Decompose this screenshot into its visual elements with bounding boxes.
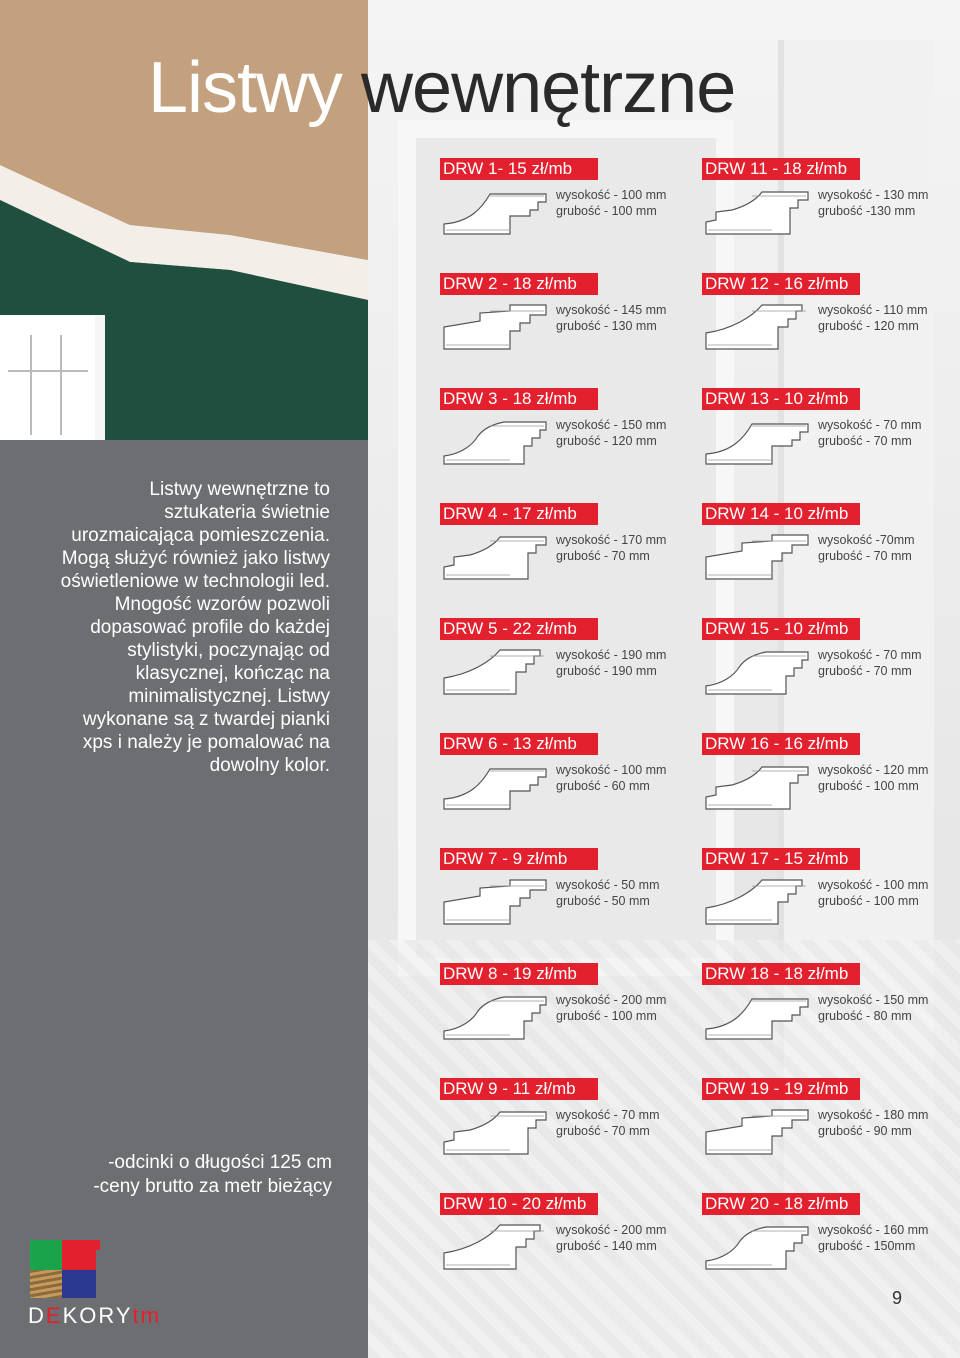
product-card	[440, 1078, 698, 1190]
product-label: DRW 17 - 15 zł/mb	[702, 848, 860, 870]
product-card	[440, 963, 698, 1075]
logo-green-square	[30, 1240, 62, 1270]
product-card	[440, 158, 698, 270]
product-card	[440, 733, 698, 845]
moulding-profile-shape	[702, 1221, 812, 1273]
product-card	[702, 273, 960, 385]
product-spec: wysokość - 70 mm grubość - 70 mm	[818, 418, 922, 448]
moulding-profile-shape	[440, 531, 550, 583]
product-card	[440, 388, 698, 500]
moulding-profile-shape	[702, 1106, 812, 1158]
product-spec: wysokość - 150 mm grubość - 80 mm	[818, 993, 929, 1023]
title-dark: wewnętrzne	[361, 48, 736, 128]
logo-red-corner	[90, 1240, 100, 1250]
product-label: DRW 8 - 19 zł/mb	[440, 963, 598, 985]
moulding-profile-shape	[702, 301, 812, 353]
profile-icon	[702, 646, 812, 698]
logo-brand-text: DEKORYtm	[28, 1303, 161, 1328]
profile-icon	[440, 186, 550, 238]
product-spec: wysokość - 110 mm grubość - 120 mm	[818, 303, 928, 333]
profile-icon	[440, 646, 550, 698]
moulding-profile-shape	[702, 531, 812, 583]
product-card	[702, 1193, 960, 1305]
page-number: 9	[892, 1288, 903, 1308]
product-card	[440, 848, 698, 960]
moulding-profile-shape	[440, 416, 550, 468]
product-label: DRW 19 - 19 zł/mb	[702, 1078, 860, 1100]
product-spec: wysokość - 170 mm grubość - 70 mm	[556, 533, 667, 563]
product-label: DRW 18 - 18 zł/mb	[702, 963, 860, 985]
profile-icon	[702, 531, 812, 583]
title-light: Listwy	[148, 48, 362, 128]
profile-icon	[702, 416, 812, 468]
profile-icon	[702, 761, 812, 813]
product-spec: wysokość - 180 mm grubość - 90 mm	[818, 1108, 929, 1138]
product-label: DRW 14 - 10 zł/mb	[702, 503, 860, 525]
profile-icon	[702, 301, 812, 353]
product-spec: wysokość - 130 mm grubość -130 mm	[818, 188, 929, 218]
note-prices: -ceny brutto za metr bieżący	[93, 1176, 332, 1197]
product-label: DRW 3 - 18 zł/mb	[440, 388, 598, 410]
product-label: DRW 11 - 18 zł/mb	[702, 158, 860, 180]
profile-icon	[440, 991, 550, 1043]
product-spec: wysokość - 120 mm grubość - 100 mm	[818, 763, 929, 793]
product-label: DRW 13 - 10 zł/mb	[702, 388, 860, 410]
profile-icon	[702, 186, 812, 238]
profile-icon	[702, 1106, 812, 1158]
product-spec: wysokość - 160 mm grubość - 150mm	[818, 1223, 929, 1253]
product-card	[702, 503, 960, 615]
description-text: Listwy wewnętrzne to sztukateria świetnie urozmaicająca pomieszczenia. Mogą służyć również jako listwy oświetleniowe w technologii led. Mnogość wzorów pozwoli dopasować profile do każdej stylistyki, poczynając od klasycznej, kończąc na minimalistycznej. Listwy wykonane są z twardej pianki xps i należy je pomalować na dowolny kolor.	[60, 479, 330, 776]
logo-blue-square	[62, 1270, 96, 1298]
product-label: DRW 9 - 11 zł/mb	[440, 1078, 598, 1100]
product-spec: wysokość -70mm grubość - 70 mm	[818, 533, 915, 563]
moulding-profile-shape	[702, 646, 812, 698]
product-label: DRW 20 - 18 zł/mb	[702, 1193, 860, 1215]
product-card	[702, 1078, 960, 1190]
product-label: DRW 6 - 13 zł/mb	[440, 733, 598, 755]
profile-icon	[440, 1221, 550, 1273]
product-card	[440, 503, 698, 615]
profile-icon	[702, 1221, 812, 1273]
note-length: -odcinki o długości 125 cm	[108, 1152, 332, 1173]
moulding-profile-shape	[702, 761, 812, 813]
product-card	[702, 158, 960, 270]
product-card	[702, 618, 960, 730]
product-card	[702, 963, 960, 1075]
room-window	[0, 315, 105, 440]
product-label: DRW 16 - 16 zł/mb	[702, 733, 860, 755]
notes	[40, 1151, 332, 1199]
logo-wood-square	[30, 1270, 62, 1298]
product-spec: wysokość - 200 mm grubość - 100 mm	[556, 993, 667, 1023]
moulding-profile-shape	[440, 301, 550, 353]
product-label: DRW 2 - 18 zł/mb	[440, 273, 598, 295]
product-label: DRW 4 - 17 zł/mb	[440, 503, 598, 525]
product-label: DRW 7 - 9 zł/mb	[440, 848, 598, 870]
product-label: DRW 15 - 10 zł/mb	[702, 618, 860, 640]
product-spec: wysokość - 190 mm grubość - 190 mm	[556, 648, 667, 678]
moulding-profile-shape	[702, 876, 812, 928]
moulding-profile-shape	[702, 186, 812, 238]
product-spec: wysokość - 200 mm grubość - 140 mm	[556, 1223, 667, 1253]
product-spec: wysokość - 145 mm grubość - 130 mm	[556, 303, 667, 333]
moulding-profile-shape	[440, 186, 550, 238]
moulding-profile-shape	[702, 416, 812, 468]
product-spec: wysokość - 70 mm grubość - 70 mm	[556, 1108, 660, 1138]
profile-icon	[440, 761, 550, 813]
product-label: DRW 12 - 16 zł/mb	[702, 273, 860, 295]
company-logo	[28, 1240, 258, 1335]
product-card	[702, 733, 960, 845]
moulding-profile-shape	[440, 876, 550, 928]
moulding-profile-shape	[440, 646, 550, 698]
product-card	[440, 273, 698, 385]
product-label: DRW 5 - 22 zł/mb	[440, 618, 598, 640]
product-card	[440, 618, 698, 730]
product-spec: wysokość - 70 mm grubość - 70 mm	[818, 648, 922, 678]
product-card	[440, 1193, 698, 1305]
product-label: DRW 10 - 20 zł/mb	[440, 1193, 598, 1215]
product-spec: wysokość - 100 mm grubość - 100 mm	[556, 188, 667, 218]
profile-icon	[440, 416, 550, 468]
moulding-profile-shape	[440, 1221, 550, 1273]
profile-icon	[440, 1106, 550, 1158]
moulding-profile-shape	[440, 761, 550, 813]
moulding-profile-shape	[440, 991, 550, 1043]
product-label: DRW 1- 15 zł/mb	[440, 158, 598, 180]
profile-icon	[440, 301, 550, 353]
moulding-profile-shape	[440, 1106, 550, 1158]
page-title	[148, 48, 735, 128]
profile-icon	[440, 876, 550, 928]
product-card	[702, 848, 960, 960]
product-spec: wysokość - 150 mm grubość - 120 mm	[556, 418, 667, 448]
profile-icon	[702, 876, 812, 928]
product-spec: wysokość - 100 mm grubość - 60 mm	[556, 763, 667, 793]
profile-icon	[440, 531, 550, 583]
product-spec: wysokość - 100 mm grubość - 100 mm	[818, 878, 929, 908]
profile-icon	[702, 991, 812, 1043]
product-spec: wysokość - 50 mm grubość - 50 mm	[556, 878, 660, 908]
product-card	[702, 388, 960, 500]
moulding-profile-shape	[702, 991, 812, 1043]
